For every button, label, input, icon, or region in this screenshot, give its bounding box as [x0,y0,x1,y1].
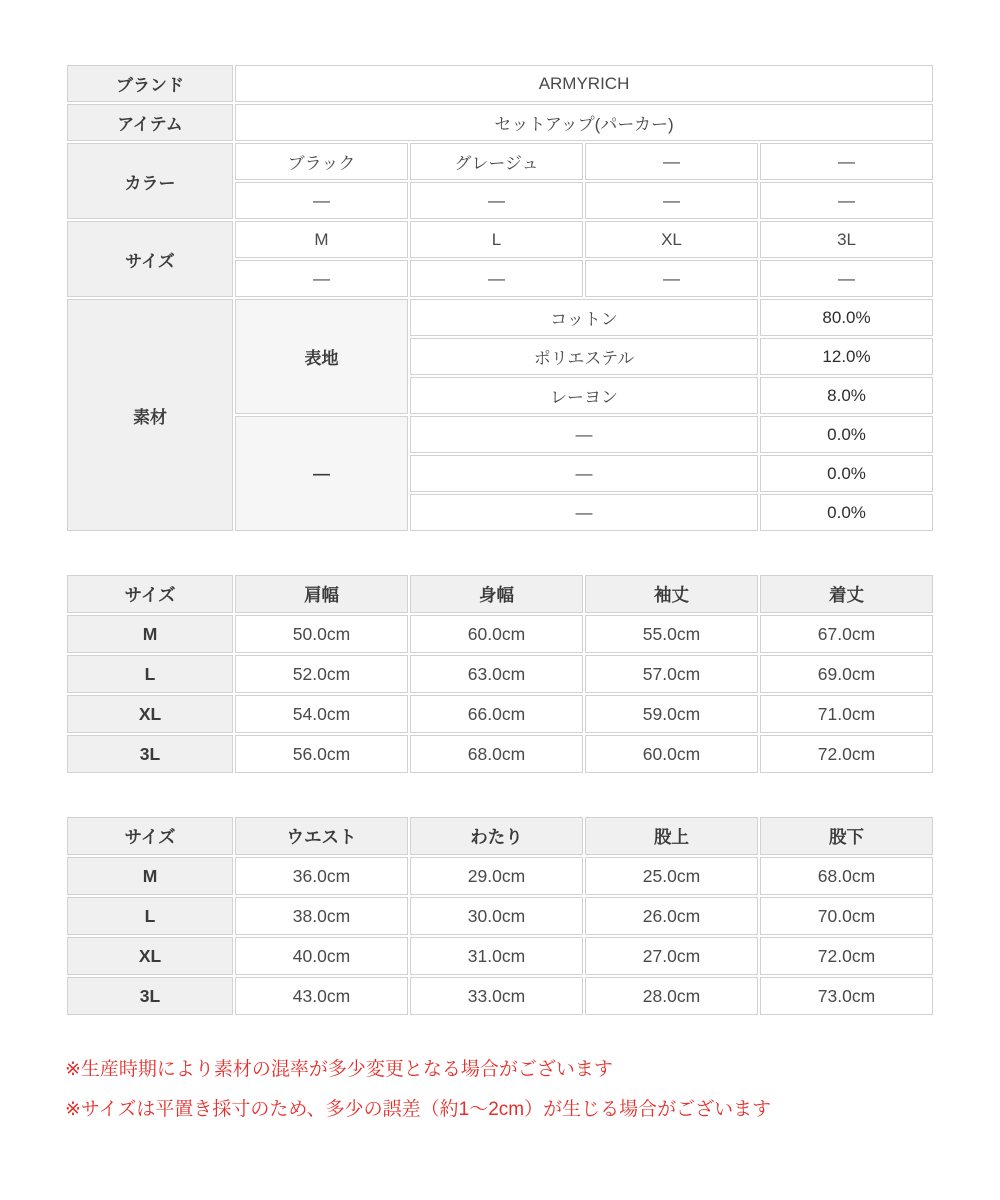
size-row-header-cell: XL [67,937,233,975]
color-value-cell: — [760,182,933,219]
size-value-cell: L [410,221,583,258]
measurement-cell: 73.0cm [760,977,933,1015]
measurement-cell: 29.0cm [410,857,583,895]
measurement-cell: 72.0cm [760,735,933,773]
measurement-cell: 60.0cm [585,735,758,773]
measurement-cell: 54.0cm [235,695,408,733]
disclaimer-notes [65,1057,935,1123]
measurement-cell: 31.0cm [410,937,583,975]
measurement-cell: 67.0cm [760,615,933,653]
table-row [67,937,933,975]
size-label-cell: サイズ [67,221,233,297]
table-row [67,735,933,773]
measurement-cell: 36.0cm [235,857,408,895]
table-row [67,615,933,653]
measurement-cell: 59.0cm [585,695,758,733]
material-percent-cell: 8.0% [760,377,933,414]
table-row [67,655,933,693]
material-percent-cell: 0.0% [760,416,933,453]
brand-value-cell: ARMYRICH [235,65,933,102]
column-header-cell: ウエスト [235,817,408,855]
size-row-header-cell: L [67,655,233,693]
table-row [67,65,933,102]
material-name-cell: コットン [410,299,758,336]
material-percent-cell: 0.0% [760,455,933,492]
measurement-cell: 25.0cm [585,857,758,895]
brand-label-cell: ブランド [67,65,233,102]
size-row-header-cell: 3L [67,977,233,1015]
size-value-cell: — [760,260,933,297]
color-value-cell: — [235,182,408,219]
measurement-cell: 68.0cm [760,857,933,895]
column-header-cell: 肩幅 [235,575,408,613]
material-name-cell: — [410,455,758,492]
table-row [67,977,933,1015]
measurement-cell: 26.0cm [585,897,758,935]
column-header-cell: サイズ [67,575,233,613]
table-row [67,299,933,336]
color-value-cell: ブラック [235,143,408,180]
material-name-cell: ポリエステル [410,338,758,375]
measurement-cell: 33.0cm [410,977,583,1015]
measurement-cell: 40.0cm [235,937,408,975]
table-row [67,143,933,180]
column-header-cell: 着丈 [760,575,933,613]
material-percent-cell: 12.0% [760,338,933,375]
material-percent-cell: 0.0% [760,494,933,531]
measurement-cell: 72.0cm [760,937,933,975]
color-value-cell: — [760,143,933,180]
column-header-cell: 股下 [760,817,933,855]
item-value-cell: セットアップ(パーカー) [235,104,933,141]
measurement-cell: 38.0cm [235,897,408,935]
measurement-cell: 57.0cm [585,655,758,693]
measurement-cell: 56.0cm [235,735,408,773]
material-name-cell: レーヨン [410,377,758,414]
size-value-cell: — [235,260,408,297]
measurement-cell: 27.0cm [585,937,758,975]
bottoms-size-table [65,815,935,1017]
size-row-header-cell: M [67,857,233,895]
note-text: ※サイズは平置き採寸のため、多少の誤差（約1〜2cm）が生じる場合がございます [65,1099,772,1120]
product-spec-table [65,63,935,533]
size-value-cell: — [410,260,583,297]
measurement-cell: 69.0cm [760,655,933,693]
material-percent-cell: 80.0% [760,299,933,336]
table-header-row [67,817,933,855]
measurement-cell: 30.0cm [410,897,583,935]
size-row-header-cell: L [67,897,233,935]
table-header-row [67,575,933,613]
color-value-cell: — [585,143,758,180]
measurement-cell: 43.0cm [235,977,408,1015]
measurement-cell: 55.0cm [585,615,758,653]
size-value-cell: — [585,260,758,297]
size-value-cell: XL [585,221,758,258]
material-label-cell: 素材 [67,299,233,531]
material-part-cell: — [235,416,408,531]
column-header-cell: サイズ [67,817,233,855]
color-value-cell: — [410,182,583,219]
measurement-cell: 60.0cm [410,615,583,653]
note-text: ※生産時期により素材の混率が多少変更となる場合がございます [65,1059,613,1080]
table-row [67,695,933,733]
column-header-cell: 股上 [585,817,758,855]
column-header-cell: 身幅 [410,575,583,613]
column-header-cell: わたり [410,817,583,855]
material-name-cell: — [410,416,758,453]
measurement-cell: 68.0cm [410,735,583,773]
size-row-header-cell: XL [67,695,233,733]
column-header-cell: 袖丈 [585,575,758,613]
color-value-cell: グレージュ [410,143,583,180]
table-row [67,897,933,935]
color-label-cell: カラー [67,143,233,219]
material-name-cell: — [410,494,758,531]
table-row [67,104,933,141]
material-part-cell: 表地 [235,299,408,414]
measurement-cell: 66.0cm [410,695,583,733]
tops-size-table [65,573,935,775]
table-row [67,221,933,258]
size-row-header-cell: M [67,615,233,653]
measurement-cell: 70.0cm [760,897,933,935]
measurement-cell: 63.0cm [410,655,583,693]
size-value-cell: M [235,221,408,258]
table-row [67,857,933,895]
measurement-cell: 71.0cm [760,695,933,733]
item-label-cell: アイテム [67,104,233,141]
color-value-cell: — [585,182,758,219]
measurement-cell: 28.0cm [585,977,758,1015]
size-value-cell: 3L [760,221,933,258]
measurement-cell: 50.0cm [235,615,408,653]
size-row-header-cell: 3L [67,735,233,773]
measurement-cell: 52.0cm [235,655,408,693]
